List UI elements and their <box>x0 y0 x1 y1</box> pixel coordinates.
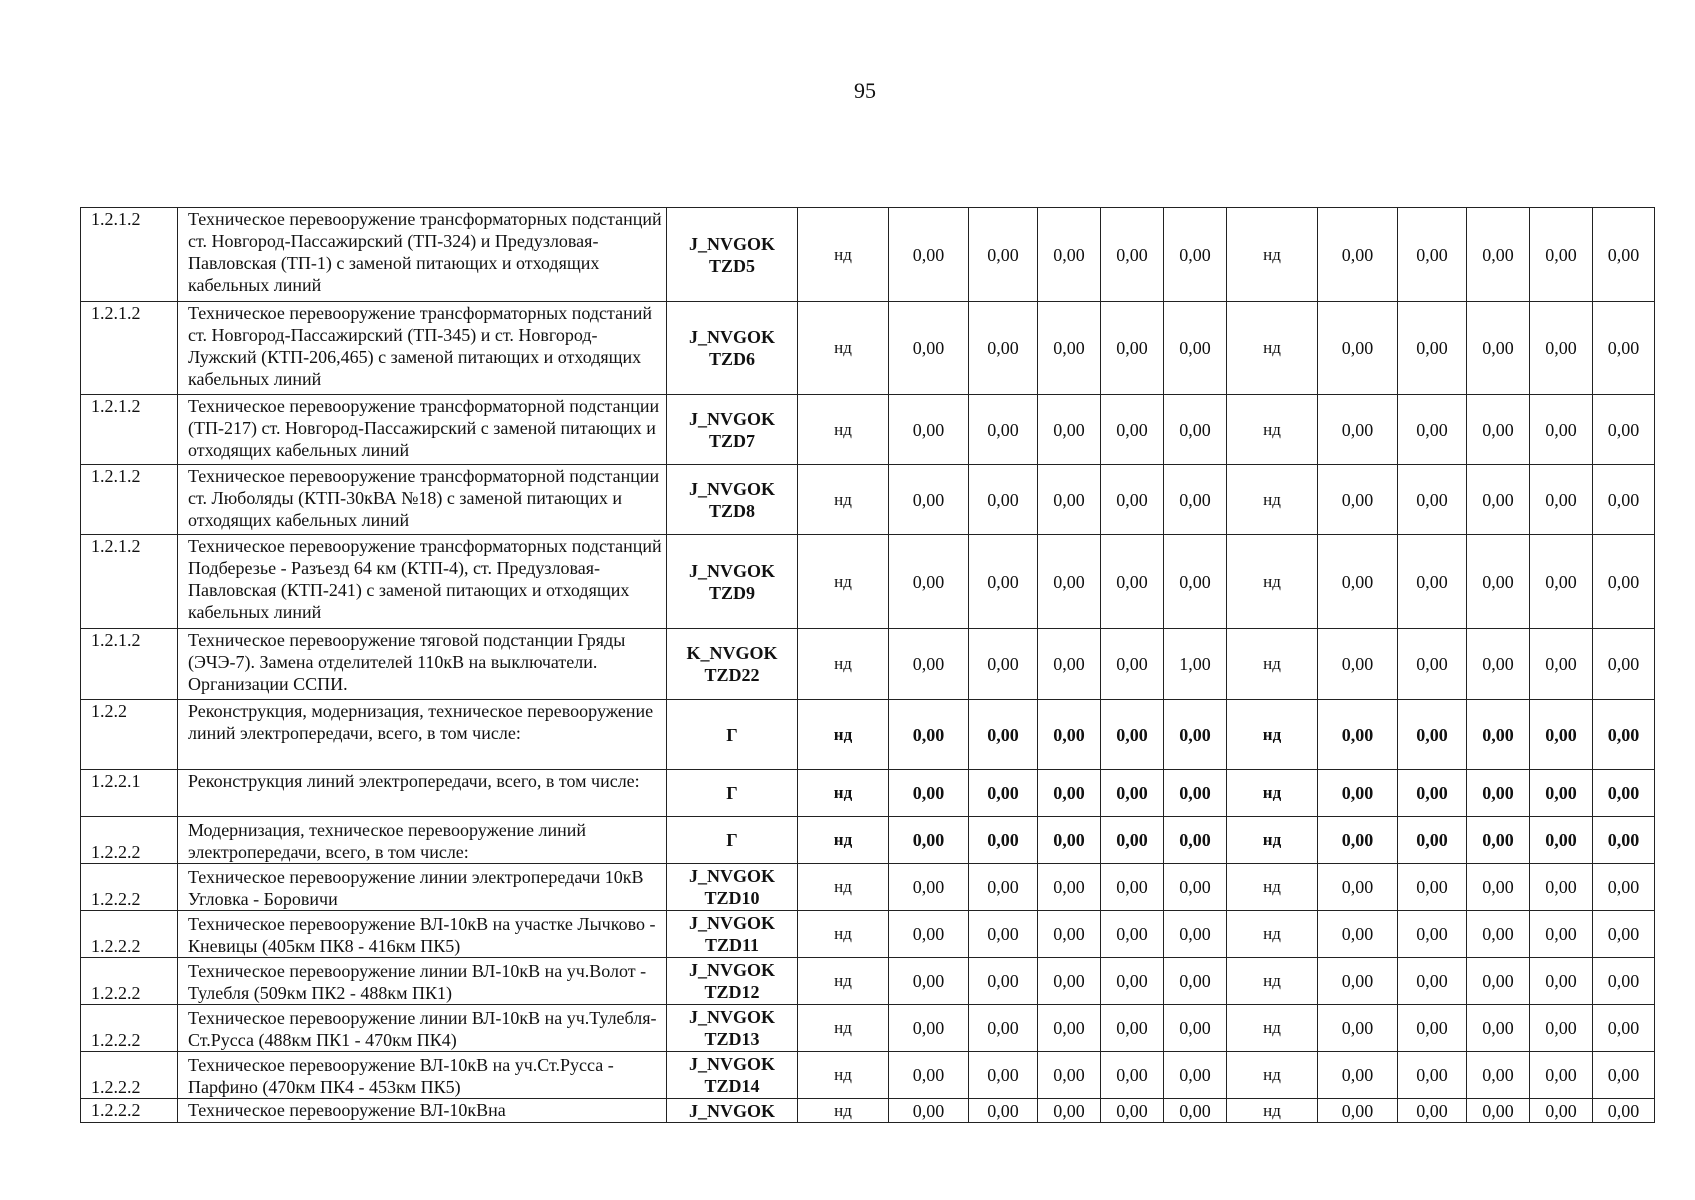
row-code: 1.2.1.2 <box>81 395 178 465</box>
value-cell: 0,00 <box>1038 817 1101 864</box>
value-cell: 0,00 <box>1318 700 1398 770</box>
value-cell: 0,00 <box>1398 864 1467 911</box>
row-code: 1.2.2.1 <box>81 770 178 817</box>
value-nd: нд <box>1227 864 1318 911</box>
row-name: Техническое перевооружение трансформаторных подстанций Подберезье - Разъезд 64 км (КТП-4), ст. Предузловая-Павловская (КТП-241) с заменой питающих и отходящих кабельных линий <box>178 535 667 629</box>
row-identifier: Г <box>667 700 798 770</box>
row-identifier: J_NVGOK TZD9 <box>667 535 798 629</box>
value-cell: 0,00 <box>1398 208 1467 302</box>
investment-table <box>80 207 1655 1123</box>
value-cell: 0,00 <box>1593 535 1655 629</box>
row-identifier: K_NVGOK TZD22 <box>667 629 798 700</box>
value-cell: 0,00 <box>969 302 1038 395</box>
value-cell: 0,00 <box>1530 1099 1593 1123</box>
table-row <box>81 208 1655 302</box>
value-cell: 0,00 <box>1467 629 1530 700</box>
value-cell: 0,00 <box>1318 1005 1398 1052</box>
value-cell: 0,00 <box>1101 958 1164 1005</box>
value-cell: 0,00 <box>1530 958 1593 1005</box>
table-row <box>81 700 1655 770</box>
value-nd: нд <box>1227 1099 1318 1123</box>
value-cell: 0,00 <box>1593 465 1655 535</box>
value-cell: 0,00 <box>1318 395 1398 465</box>
value-nd: нд <box>1227 465 1318 535</box>
row-code: 1.2.2.2 <box>81 958 178 1005</box>
value-nd: нд <box>1227 817 1318 864</box>
value-cell: 0,00 <box>1038 700 1101 770</box>
value-cell: 0,00 <box>1101 535 1164 629</box>
value-cell: 0,00 <box>1038 1005 1101 1052</box>
value-nd: нд <box>798 629 889 700</box>
value-cell: 0,00 <box>889 395 969 465</box>
value-cell: 0,00 <box>969 770 1038 817</box>
value-cell: 0,00 <box>1467 465 1530 535</box>
value-cell: 0,00 <box>1593 395 1655 465</box>
row-code: 1.2.2.2 <box>81 1099 178 1123</box>
value-cell: 0,00 <box>1530 770 1593 817</box>
row-identifier: J_NVGOK TZD13 <box>667 1005 798 1052</box>
value-cell: 0,00 <box>1530 629 1593 700</box>
value-nd: нд <box>1227 700 1318 770</box>
value-cell: 0,00 <box>1101 700 1164 770</box>
value-cell: 0,00 <box>889 465 969 535</box>
value-cell: 0,00 <box>1101 1005 1164 1052</box>
value-cell: 0,00 <box>1038 911 1101 958</box>
value-cell: 0,00 <box>1318 465 1398 535</box>
value-cell: 0,00 <box>889 700 969 770</box>
row-identifier: J_NVGOK TZD7 <box>667 395 798 465</box>
value-cell: 0,00 <box>1398 911 1467 958</box>
row-code: 1.2.2.2 <box>81 817 178 864</box>
row-name: Техническое перевооружение тяговой подстанции Гряды (ЭЧЭ-7). Замена отделителей 110кВ на выключатели. Организации ССПИ. <box>178 629 667 700</box>
row-identifier: J_NVGOK TZD12 <box>667 958 798 1005</box>
row-identifier: J_NVGOK TZD14 <box>667 1052 798 1099</box>
value-cell: 0,00 <box>1398 629 1467 700</box>
value-cell: 0,00 <box>1398 535 1467 629</box>
value-cell: 0,00 <box>1398 302 1467 395</box>
value-cell: 0,00 <box>1164 1099 1227 1123</box>
value-cell: 0,00 <box>1467 1005 1530 1052</box>
row-identifier: J_NVGOK <box>667 1099 798 1123</box>
value-cell: 0,00 <box>1101 1052 1164 1099</box>
value-cell: 0,00 <box>889 864 969 911</box>
value-cell: 0,00 <box>1038 1099 1101 1123</box>
value-cell: 0,00 <box>1318 208 1398 302</box>
value-cell: 0,00 <box>1530 302 1593 395</box>
row-code: 1.2.1.2 <box>81 629 178 700</box>
table-row <box>81 911 1655 958</box>
value-nd: нд <box>798 465 889 535</box>
value-nd: нд <box>798 770 889 817</box>
value-nd: нд <box>798 302 889 395</box>
value-cell: 0,00 <box>1318 958 1398 1005</box>
value-cell: 0,00 <box>969 1005 1038 1052</box>
value-cell: 0,00 <box>1038 864 1101 911</box>
row-name: Техническое перевооружение ВЛ-10кВ на участке Лычково - Кневицы (405км ПК8 - 416км ПК5) <box>178 911 667 958</box>
value-cell: 0,00 <box>969 1052 1038 1099</box>
value-nd: нд <box>1227 958 1318 1005</box>
value-cell: 0,00 <box>1038 629 1101 700</box>
value-cell: 0,00 <box>969 535 1038 629</box>
value-nd: нд <box>1227 208 1318 302</box>
value-nd: нд <box>1227 535 1318 629</box>
row-name: Техническое перевооружение трансформаторной подстанции (ТП-217) ст. Новгород-Пассажирский с заменой питающих и отходящих кабельных линий <box>178 395 667 465</box>
value-nd: нд <box>1227 911 1318 958</box>
value-cell: 0,00 <box>969 958 1038 1005</box>
row-name: Техническое перевооружение линии ВЛ-10кВ на уч.Тулебля- Ст.Русса (488км ПК1 - 470км ПК4) <box>178 1005 667 1052</box>
value-nd: нд <box>798 1052 889 1099</box>
value-cell: 0,00 <box>1038 302 1101 395</box>
value-nd: нд <box>798 395 889 465</box>
value-cell: 0,00 <box>1101 302 1164 395</box>
value-cell: 1,00 <box>1164 629 1227 700</box>
value-cell: 0,00 <box>1101 629 1164 700</box>
value-nd: нд <box>798 700 889 770</box>
row-identifier: J_NVGOK TZD11 <box>667 911 798 958</box>
value-cell: 0,00 <box>1164 395 1227 465</box>
value-nd: нд <box>1227 1052 1318 1099</box>
row-name: Техническое перевооружение ВЛ-10кВ на уч.Ст.Русса - Парфино (470км ПК4 - 453км ПК5) <box>178 1052 667 1099</box>
value-cell: 0,00 <box>969 629 1038 700</box>
value-cell: 0,00 <box>889 629 969 700</box>
value-cell: 0,00 <box>969 700 1038 770</box>
value-cell: 0,00 <box>1467 395 1530 465</box>
value-cell: 0,00 <box>1038 465 1101 535</box>
row-name: Техническое перевооружение трансформаторных подстаний ст. Новгород-Пассажирский (ТП-345) и ст. Новгород-Лужский (КТП-206,465) с заменой питающих и отходящих кабельных линий <box>178 302 667 395</box>
value-cell: 0,00 <box>1164 302 1227 395</box>
value-cell: 0,00 <box>1530 864 1593 911</box>
row-name: Техническое перевооружение линии ВЛ-10кВ на уч.Волот - Тулебля (509км ПК2 - 488км ПК1) <box>178 958 667 1005</box>
table-row <box>81 1052 1655 1099</box>
value-cell: 0,00 <box>1593 911 1655 958</box>
row-identifier: Г <box>667 770 798 817</box>
row-identifier: J_NVGOK TZD8 <box>667 465 798 535</box>
table-row <box>81 958 1655 1005</box>
value-cell: 0,00 <box>889 302 969 395</box>
row-name: Техническое перевооружение трансформаторной подстанции ст. Люболяды (КТП-30кВА №18) с заменой питающих и отходящих кабельных линий <box>178 465 667 535</box>
value-cell: 0,00 <box>1467 302 1530 395</box>
row-name: Техническое перевооружение трансформаторных подстанций ст. Новгород-Пассажирский (ТП-324) и Предузловая-Павловская (ТП-1) с заменой питающих и отходящих кабельных линий <box>178 208 667 302</box>
value-cell: 0,00 <box>1164 864 1227 911</box>
value-cell: 0,00 <box>889 911 969 958</box>
value-cell: 0,00 <box>969 911 1038 958</box>
value-cell: 0,00 <box>1467 864 1530 911</box>
row-name: Реконструкция линий электропередачи, всего, в том числе: <box>178 770 667 817</box>
value-cell: 0,00 <box>1318 302 1398 395</box>
value-cell: 0,00 <box>1101 208 1164 302</box>
value-cell: 0,00 <box>889 770 969 817</box>
table-row <box>81 465 1655 535</box>
row-name: Техническое перевооружение линии электропередачи 10кВ Угловка - Боровичи <box>178 864 667 911</box>
value-cell: 0,00 <box>1038 958 1101 1005</box>
value-cell: 0,00 <box>889 208 969 302</box>
value-cell: 0,00 <box>889 1052 969 1099</box>
value-cell: 0,00 <box>1318 864 1398 911</box>
value-cell: 0,00 <box>1038 770 1101 817</box>
value-nd: нд <box>798 911 889 958</box>
value-cell: 0,00 <box>1530 911 1593 958</box>
value-cell: 0,00 <box>1530 1052 1593 1099</box>
row-code: 1.2.2.2 <box>81 1005 178 1052</box>
value-cell: 0,00 <box>1593 864 1655 911</box>
value-cell: 0,00 <box>1593 817 1655 864</box>
value-nd: нд <box>798 1099 889 1123</box>
value-cell: 0,00 <box>1467 911 1530 958</box>
value-cell: 0,00 <box>1164 535 1227 629</box>
value-cell: 0,00 <box>1593 958 1655 1005</box>
value-cell: 0,00 <box>1530 395 1593 465</box>
value-cell: 0,00 <box>1593 1099 1655 1123</box>
value-cell: 0,00 <box>1467 700 1530 770</box>
value-cell: 0,00 <box>1318 535 1398 629</box>
table-row <box>81 770 1655 817</box>
value-cell: 0,00 <box>1164 817 1227 864</box>
value-cell: 0,00 <box>1593 302 1655 395</box>
value-cell: 0,00 <box>1398 817 1467 864</box>
value-cell: 0,00 <box>1101 817 1164 864</box>
value-cell: 0,00 <box>969 1099 1038 1123</box>
value-cell: 0,00 <box>889 1005 969 1052</box>
table-row <box>81 1099 1655 1123</box>
value-cell: 0,00 <box>1593 700 1655 770</box>
page-number: 95 <box>854 78 876 103</box>
table-row <box>81 864 1655 911</box>
value-cell: 0,00 <box>1164 208 1227 302</box>
value-cell: 0,00 <box>1038 1052 1101 1099</box>
value-cell: 0,00 <box>1101 864 1164 911</box>
value-cell: 0,00 <box>1467 817 1530 864</box>
table-row <box>81 535 1655 629</box>
value-cell: 0,00 <box>1038 535 1101 629</box>
row-identifier: Г <box>667 817 798 864</box>
value-nd: нд <box>798 535 889 629</box>
value-cell: 0,00 <box>1593 208 1655 302</box>
value-cell: 0,00 <box>1530 535 1593 629</box>
value-cell: 0,00 <box>1398 1052 1467 1099</box>
value-cell: 0,00 <box>889 535 969 629</box>
value-cell: 0,00 <box>1467 958 1530 1005</box>
value-nd: нд <box>798 1005 889 1052</box>
row-identifier: J_NVGOK TZD6 <box>667 302 798 395</box>
table-row <box>81 395 1655 465</box>
row-name: Техническое перевооружение ВЛ-10кВна <box>178 1099 667 1123</box>
value-nd: нд <box>1227 1005 1318 1052</box>
table-row <box>81 302 1655 395</box>
value-nd: нд <box>1227 302 1318 395</box>
value-cell: 0,00 <box>1398 1099 1467 1123</box>
value-cell: 0,00 <box>1467 208 1530 302</box>
value-nd: нд <box>798 208 889 302</box>
value-cell: 0,00 <box>1398 700 1467 770</box>
row-identifier: J_NVGOK TZD5 <box>667 208 798 302</box>
value-cell: 0,00 <box>1467 770 1530 817</box>
value-cell: 0,00 <box>1164 1052 1227 1099</box>
value-cell: 0,00 <box>1318 817 1398 864</box>
value-cell: 0,00 <box>1038 208 1101 302</box>
table-row <box>81 817 1655 864</box>
row-code: 1.2.2.2 <box>81 864 178 911</box>
value-cell: 0,00 <box>1164 700 1227 770</box>
row-code: 1.2.2.2 <box>81 1052 178 1099</box>
value-cell: 0,00 <box>1398 958 1467 1005</box>
value-cell: 0,00 <box>1101 395 1164 465</box>
value-cell: 0,00 <box>1593 629 1655 700</box>
value-cell: 0,00 <box>969 395 1038 465</box>
value-cell: 0,00 <box>1164 770 1227 817</box>
row-code: 1.2.2 <box>81 700 178 770</box>
value-cell: 0,00 <box>1398 770 1467 817</box>
value-cell: 0,00 <box>1101 770 1164 817</box>
value-cell: 0,00 <box>889 958 969 1005</box>
value-cell: 0,00 <box>1398 465 1467 535</box>
value-cell: 0,00 <box>1530 208 1593 302</box>
value-cell: 0,00 <box>1038 395 1101 465</box>
value-cell: 0,00 <box>1467 1052 1530 1099</box>
row-code: 1.2.2.2 <box>81 911 178 958</box>
row-code: 1.2.1.2 <box>81 465 178 535</box>
value-cell: 0,00 <box>1164 958 1227 1005</box>
value-cell: 0,00 <box>1530 700 1593 770</box>
value-cell: 0,00 <box>969 208 1038 302</box>
row-identifier: J_NVGOK TZD10 <box>667 864 798 911</box>
value-cell: 0,00 <box>1467 1099 1530 1123</box>
value-cell: 0,00 <box>1101 911 1164 958</box>
value-cell: 0,00 <box>1398 1005 1467 1052</box>
value-cell: 0,00 <box>1164 1005 1227 1052</box>
value-nd: нд <box>798 958 889 1005</box>
value-cell: 0,00 <box>1101 465 1164 535</box>
value-nd: нд <box>1227 395 1318 465</box>
value-cell: 0,00 <box>969 864 1038 911</box>
value-cell: 0,00 <box>969 817 1038 864</box>
value-cell: 0,00 <box>1164 911 1227 958</box>
value-nd: нд <box>1227 629 1318 700</box>
value-nd: нд <box>798 817 889 864</box>
value-cell: 0,00 <box>1318 629 1398 700</box>
value-cell: 0,00 <box>1318 1099 1398 1123</box>
value-cell: 0,00 <box>1318 1052 1398 1099</box>
value-cell: 0,00 <box>1467 535 1530 629</box>
value-cell: 0,00 <box>889 817 969 864</box>
value-cell: 0,00 <box>1530 465 1593 535</box>
row-code: 1.2.1.2 <box>81 535 178 629</box>
value-cell: 0,00 <box>1530 1005 1593 1052</box>
value-cell: 0,00 <box>1593 1005 1655 1052</box>
value-cell: 0,00 <box>1318 911 1398 958</box>
row-code: 1.2.1.2 <box>81 208 178 302</box>
row-code: 1.2.1.2 <box>81 302 178 395</box>
value-cell: 0,00 <box>969 465 1038 535</box>
value-cell: 0,00 <box>1398 395 1467 465</box>
row-name: Реконструкция, модернизация, техническое перевооружение линий электропередачи, всего, в том числе: <box>178 700 667 770</box>
value-cell: 0,00 <box>1593 770 1655 817</box>
table-row <box>81 1005 1655 1052</box>
value-cell: 0,00 <box>1530 817 1593 864</box>
value-nd: нд <box>1227 770 1318 817</box>
value-cell: 0,00 <box>1101 1099 1164 1123</box>
value-cell: 0,00 <box>889 1099 969 1123</box>
value-cell: 0,00 <box>1164 465 1227 535</box>
row-name: Модернизация, техническое перевооружение линий электропередачи, всего, в том числе: <box>178 817 667 864</box>
table-row <box>81 629 1655 700</box>
value-cell: 0,00 <box>1318 770 1398 817</box>
value-cell: 0,00 <box>1593 1052 1655 1099</box>
value-nd: нд <box>798 864 889 911</box>
